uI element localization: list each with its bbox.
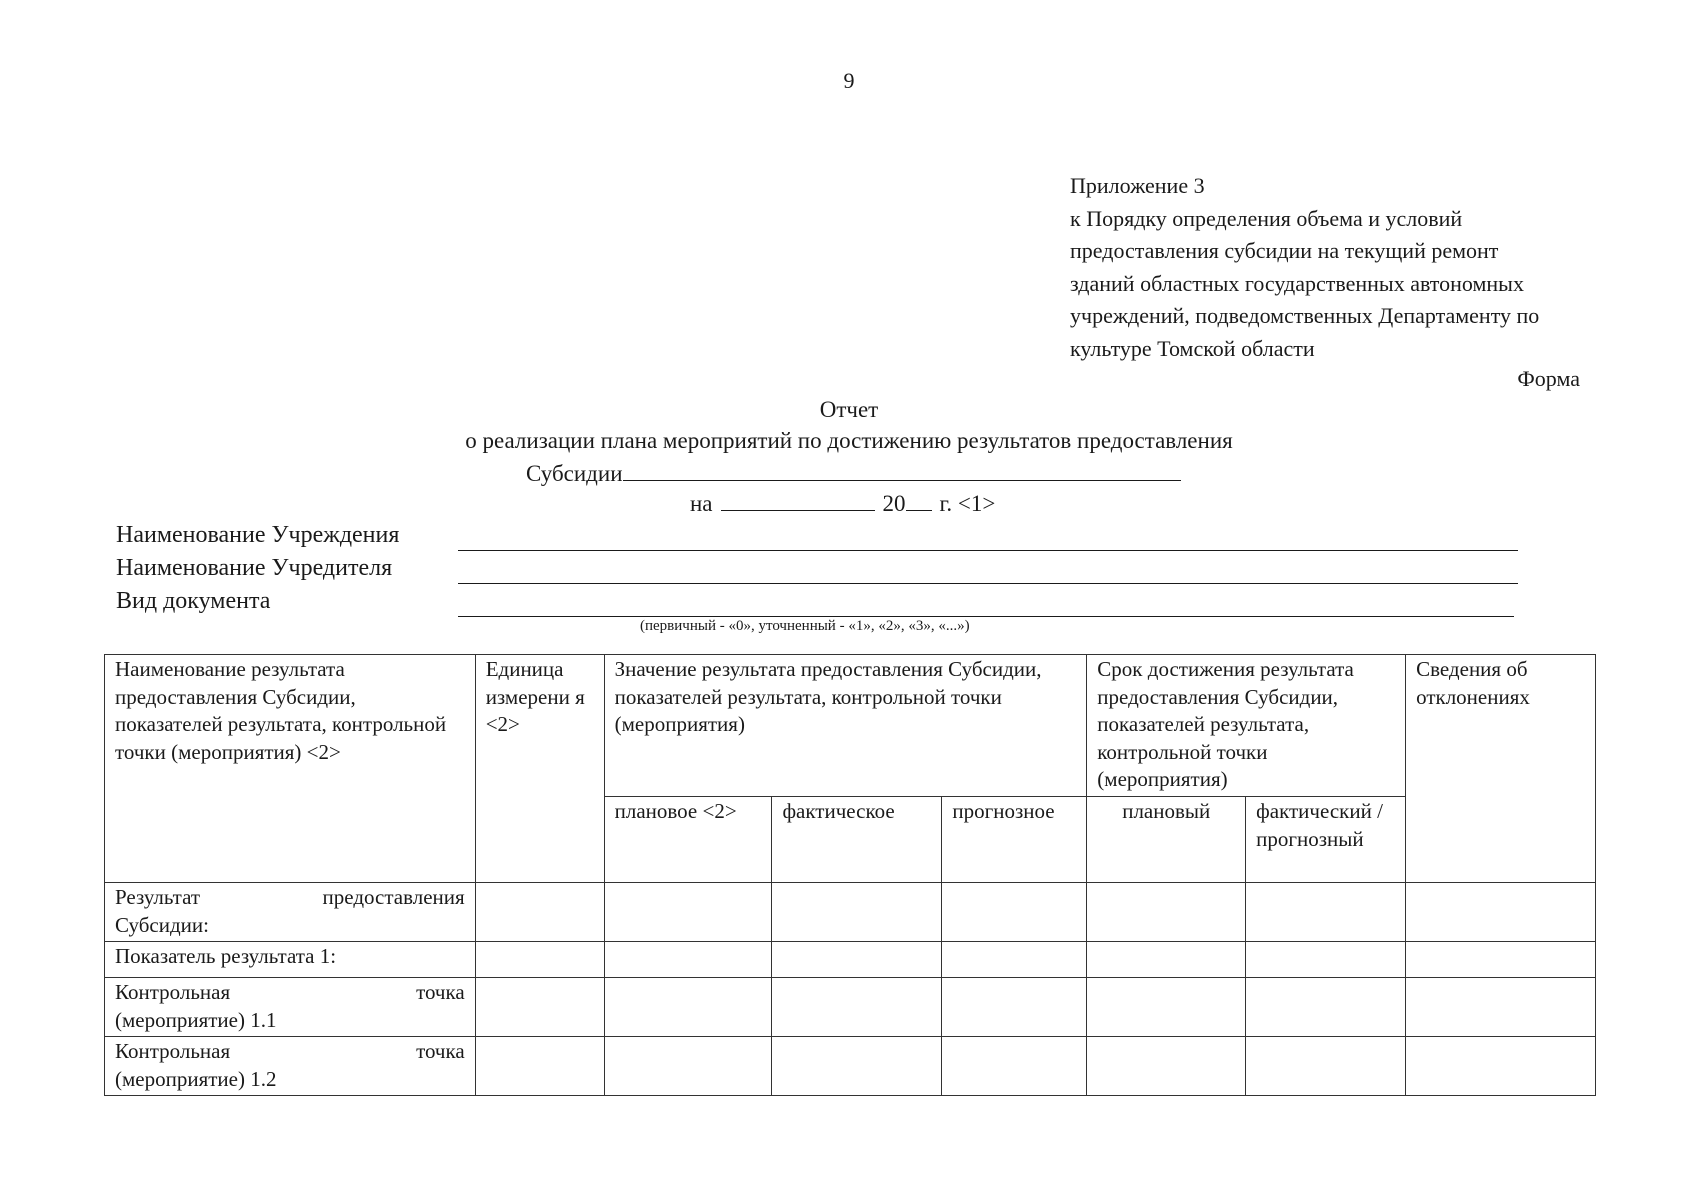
row-label-word: Контрольная <box>115 1039 231 1063</box>
table-cell[interactable] <box>475 1037 604 1096</box>
table-cell[interactable] <box>1246 978 1406 1037</box>
table-cell[interactable] <box>942 883 1087 942</box>
table-row <box>105 883 1596 942</box>
table-row <box>105 942 1596 978</box>
table-cell[interactable] <box>475 883 604 942</box>
doc-type-label: Вид документа <box>116 588 271 614</box>
header-deadline-group: Срок достижения результата предоставления Субсидии, показателей результата, контрольной точки (мероприятия) <box>1087 655 1406 797</box>
table-row <box>105 978 1596 1037</box>
table-cell[interactable] <box>1087 942 1246 978</box>
row-label-word: Контрольная <box>115 980 231 1004</box>
table-cell[interactable] <box>942 942 1087 978</box>
header-actual-forecast-deadline: фактический / прогнозный <box>1246 797 1406 883</box>
doc-type-line[interactable] <box>458 616 1514 617</box>
appendix-block <box>1070 170 1539 365</box>
table-cell[interactable] <box>772 883 942 942</box>
subsidy-line <box>526 458 1181 487</box>
date-year: 20 <box>882 491 906 516</box>
header-result-name: Наименование результата предоставления Субсидии, показателей результата, контрольной точки (мероприятия) <2> <box>105 655 476 883</box>
row-label-word: точка <box>416 980 465 1004</box>
table-cell[interactable] <box>1406 883 1596 942</box>
header-planned-value: плановое <2> <box>604 797 772 883</box>
subsidy-label: Субсидии <box>526 461 623 486</box>
institution-label: Наименование Учреждения <box>116 522 400 548</box>
table-cell[interactable] <box>604 942 772 978</box>
report-table <box>104 654 1596 1096</box>
table-cell[interactable] <box>942 978 1087 1037</box>
table-row <box>105 1037 1596 1096</box>
table-cell[interactable] <box>1406 978 1596 1037</box>
report-title: Отчет <box>819 397 879 422</box>
institution-line[interactable] <box>458 550 1518 551</box>
row-label <box>105 1037 476 1096</box>
row-label <box>105 978 476 1037</box>
table-cell[interactable] <box>1246 942 1406 978</box>
table-cell[interactable] <box>604 1037 772 1096</box>
appendix-line: зданий областных государственных автономных <box>1070 270 1524 296</box>
year-blank[interactable] <box>906 490 932 511</box>
table-cell[interactable] <box>475 942 604 978</box>
header-deviations: Сведения об отклонениях <box>1406 655 1596 883</box>
row-label-word: предоставления <box>322 885 465 909</box>
subsidy-blank[interactable] <box>623 458 1181 481</box>
row-label <box>105 883 476 942</box>
date-line <box>690 490 995 517</box>
table-cell[interactable] <box>772 978 942 1037</box>
page-number: 9 <box>843 68 855 93</box>
table-cell[interactable] <box>475 978 604 1037</box>
table-cell[interactable] <box>604 883 772 942</box>
report-subtitle: о реализации плана мероприятий по достижению результатов предоставления <box>465 428 1233 453</box>
table-cell[interactable] <box>1087 978 1246 1037</box>
doc-type-hint: (первичный - «0», уточненный - «1», «2», «3», «...») <box>640 618 970 634</box>
table-cell[interactable] <box>1246 1037 1406 1096</box>
row-label-word: точка <box>416 1039 465 1063</box>
table-cell[interactable] <box>1246 883 1406 942</box>
row-label-rest: (мероприятие) 1.2 <box>115 1066 277 1091</box>
header-unit: Единица измерени я <2> <box>475 655 604 883</box>
table-cell[interactable] <box>1087 1037 1246 1096</box>
header-actual-value: фактическое <box>772 797 942 883</box>
row-label-rest: (мероприятие) 1.1 <box>115 1007 277 1032</box>
founder-line[interactable] <box>458 583 1518 584</box>
table-cell[interactable] <box>772 1037 942 1096</box>
header-planned-deadline: плановый <box>1087 797 1246 883</box>
date-prefix: на <box>690 491 713 516</box>
appendix-line: Приложение 3 <box>1070 173 1205 198</box>
table-cell[interactable] <box>942 1037 1087 1096</box>
header-value-group: Значение результата предоставления Субсидии, показателей результата, контрольной точки (мероприятия) <box>604 655 1087 797</box>
table-cell[interactable] <box>1406 1037 1596 1096</box>
header-forecast-value: прогнозное <box>942 797 1087 883</box>
row-label-word: Результат <box>115 885 201 909</box>
date-suffix: г. <1> <box>939 491 996 516</box>
row-label: Показатель результата 1: <box>105 942 476 978</box>
appendix-line: учреждений, подведомственных Департаменту по <box>1070 303 1540 328</box>
table-cell[interactable] <box>1406 942 1596 978</box>
date-blank[interactable] <box>721 490 875 511</box>
table-cell[interactable] <box>1087 883 1246 942</box>
appendix-line: предоставления субсидии на текущий ремонт <box>1070 238 1499 263</box>
appendix-line: культуре Томской области <box>1070 335 1315 361</box>
founder-label: Наименование Учредителя <box>116 555 393 581</box>
row-label-rest: Субсидии: <box>115 912 209 937</box>
appendix-line: к Порядку определения объема и условий <box>1070 205 1463 231</box>
table-cell[interactable] <box>772 942 942 978</box>
form-label: Форма <box>1517 366 1580 391</box>
table-cell[interactable] <box>604 978 772 1037</box>
